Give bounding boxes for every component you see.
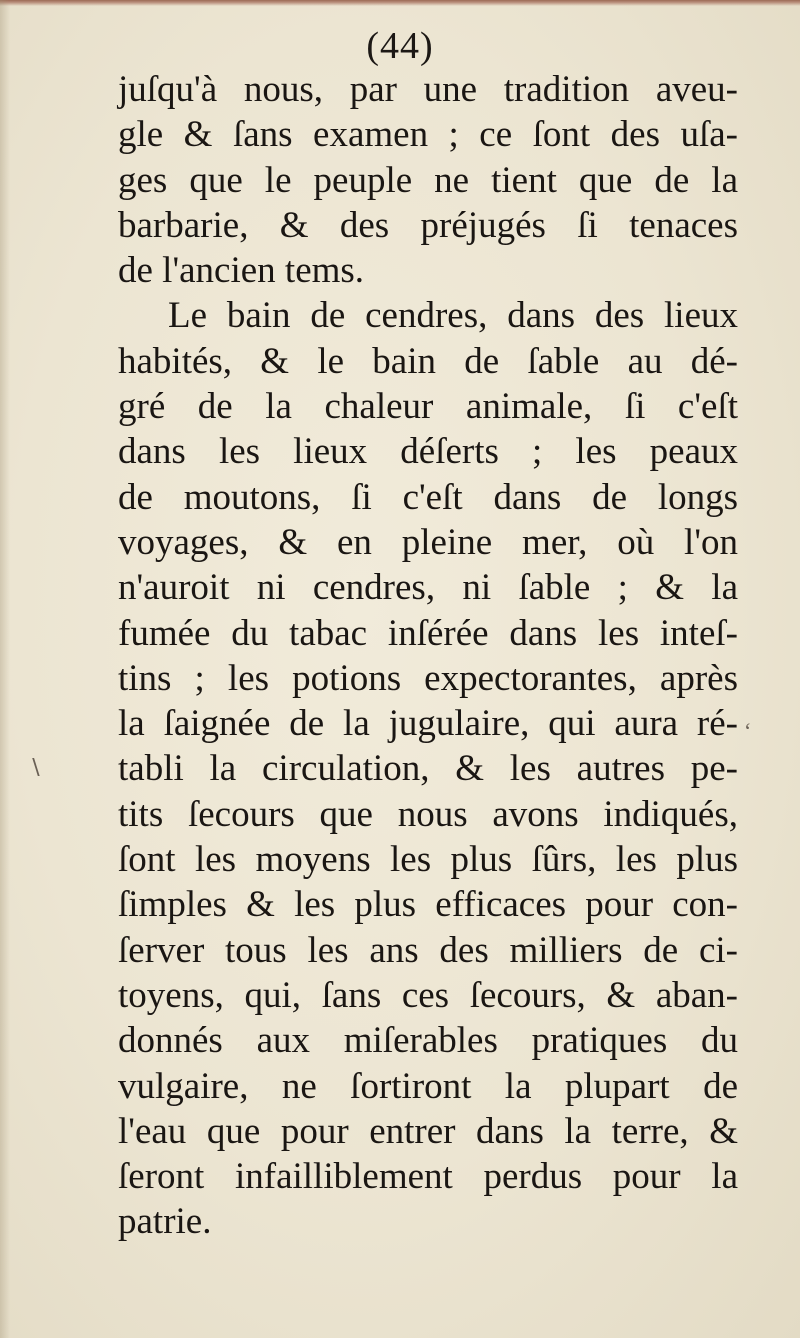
page-gutter-shadow [0,0,10,1338]
text-line: de moutons, ſi c'eſt dans de longs [118,476,738,518]
margin-mark: ∖ [28,755,43,780]
text-line: donnés aux miſerables pratiques du [118,1020,738,1062]
text-line: n'auroit ni cendres, ni ſable ; & la [118,567,738,609]
text-line: tins ; les potions expectorantes, après [118,657,738,699]
text-line: toyens, qui, ſans ces ſecours, & aban- [118,974,738,1016]
text-line: ſerver tous les ans des milliers de ci- [118,929,738,971]
text-line: ges que le peuple ne tient que de la [118,159,738,201]
text-line: habités, & le bain de ſable au dé- [118,340,738,382]
text-line: juſqu'à nous, par une tradition aveu- [118,69,738,110]
text-line: vulgaire, ne ſortiront la plupart de [118,1065,738,1107]
text-line: Le bain de cendres, dans des lieux [168,295,738,337]
text-line: la ſaignée de la jugulaire, qui aura ré- [118,703,738,745]
text-line: gré de la chaleur animale, ſi c'eſt [118,386,738,428]
text-line: ſeront infailliblement perdus pour la [118,1156,738,1198]
page-number: (44) [366,25,434,67]
text-line: tits ſecours que nous avons indiqués, [118,793,738,835]
text-line: ſimples & les plus efficaces pour con- [118,884,738,926]
page-top-edge [0,0,800,6]
text-line: ſont les moyens les plus ſûrs, les plus [118,839,738,881]
text-line: voyages, & en pleine mer, où l'on [118,521,738,563]
text-line: l'eau que pour entrer dans la terre, & [118,1110,738,1152]
text-line: dans les lieux déſerts ; les peaux [118,431,738,473]
text-line: gle & ſans examen ; ce ſont des uſa- [118,114,738,156]
text-line: fumée du tabac inſérée dans les inteſ- [118,612,738,654]
text-line: tabli la circulation, & les autres pe- [118,748,738,790]
text-line: patrie. [118,1201,212,1243]
margin-mark: ‘ [744,718,752,743]
body-text [118,67,738,1245]
text-line: de l'ancien tems. [118,250,365,292]
text-line: barbarie, & des préjugés ſi tenaces [118,204,738,246]
